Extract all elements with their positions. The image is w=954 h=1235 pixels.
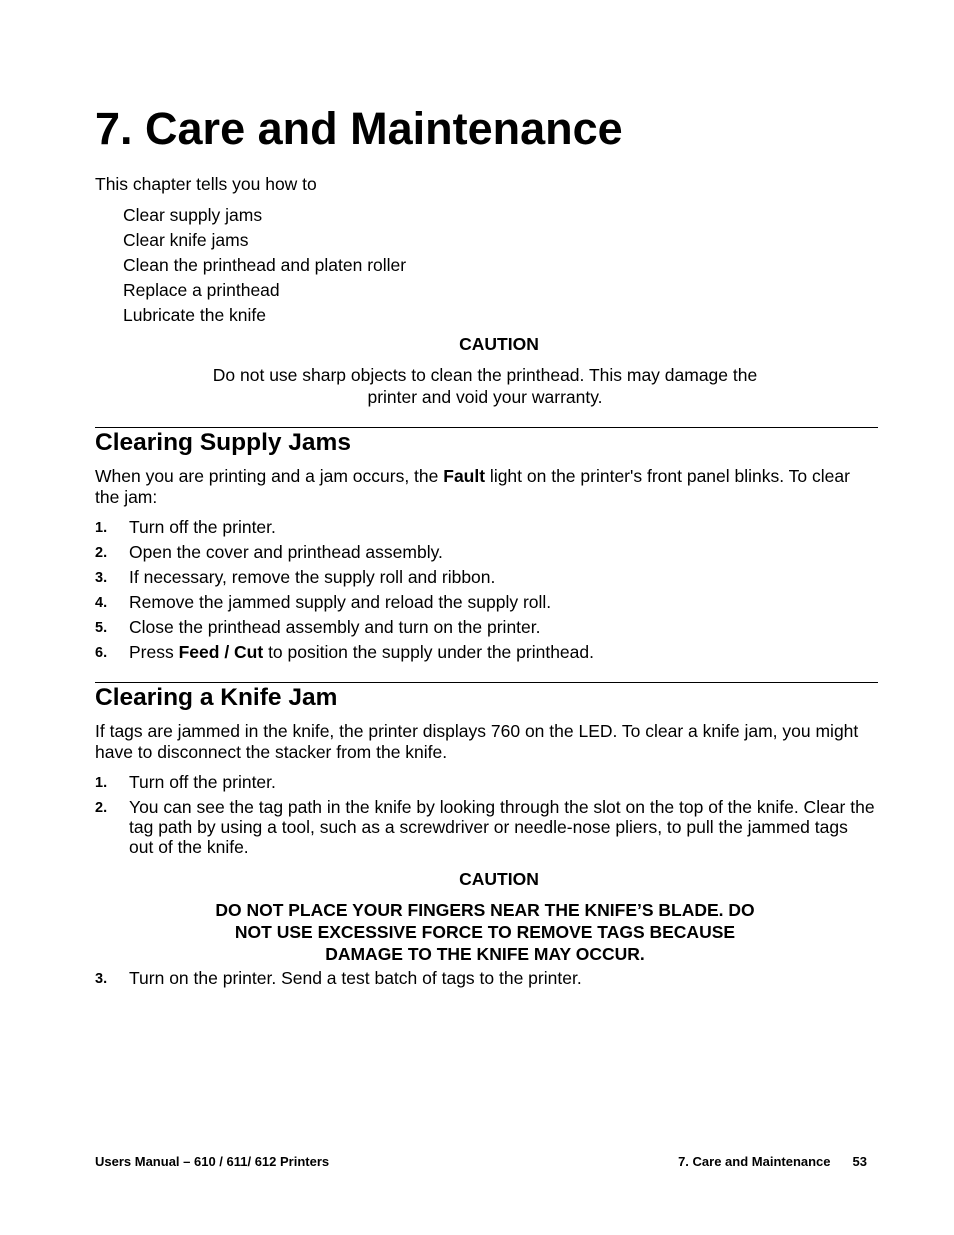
chapter-title: 7. Care and Maintenance [95,103,623,154]
supply-jams-intro: When you are printing and a jam occurs, the Fault light on the printer's front panel blinks. To clear the jam: [95,466,850,507]
supply-jams-steps [95,517,875,667]
caution-text-line: printer and void your warranty. [367,387,603,407]
footer-manual-title: Users Manual – 610 / 611/ 612 Printers [95,1154,330,1169]
list-item: 1. Turn off the printer. [95,772,276,792]
list-item: 6. Press Feed / Cut to position the supply under the printhead. [95,642,594,662]
feed-cut-term: Feed / Cut [178,642,264,662]
step-number: 4. [95,595,108,611]
list-item: 5. Close the printhead assembly and turn on the printer. [95,617,541,637]
fault-light-term: Fault [443,466,486,486]
section-title-knife-jam: Clearing a Knife Jam [95,684,338,711]
list-item: Clear supply jams [123,205,263,225]
chapter-intro: This chapter tells you how to [95,174,317,194]
step-number: 2. [95,545,108,561]
caution-text-line: DO NOT PLACE YOUR FINGERS NEAR THE KNIFE’S BLADE. DO [215,900,755,920]
caution-text-line: DAMAGE TO THE KNIFE MAY OCCUR. [325,944,645,964]
footer-chapter: 7. Care and Maintenance [678,1154,831,1169]
list-item: Lubricate the knife [123,305,267,325]
page-number: 53 [852,1154,867,1169]
footer-page-info [678,1154,867,1170]
list-item: Clean the printhead and platen roller [123,255,407,275]
step-number: 1. [95,520,108,536]
list-item: Clear knife jams [123,230,249,250]
list-item: 2. Open the cover and printhead assembly. [95,542,443,562]
list-item: 3. Turn on the printer. Send a test batch of tags to the printer. [95,968,582,988]
list-item: 2. You can see the tag path in the knife by looking through the slot on the top of the knife. Clear the tag path by using a tool, such as a screwdriver or needle-nose pliers, to pull the jammed tags out of the knife. [95,797,875,857]
step-number: 1. [95,775,108,791]
step-number: 3. [95,570,108,586]
list-item: 1. Turn off the printer. [95,517,276,537]
knife-jam-steps [95,772,875,862]
section-title-supply-jams: Clearing Supply Jams [95,429,351,456]
caution-text-line: NOT USE EXCESSIVE FORCE TO REMOVE TAGS BECAUSE [234,922,736,942]
step-number: 6. [95,645,108,661]
list-item: 4. Remove the jammed supply and reload the supply roll. [95,592,552,612]
step-number: 2. [95,800,108,816]
caution-heading: CAUTION [459,334,539,354]
caution-heading: CAUTION [459,869,539,889]
step-number: 5. [95,620,108,636]
knife-jam-steps-continued [95,968,875,993]
step-number: 3. [95,971,108,987]
list-item: 3. If necessary, remove the supply roll and ribbon. [95,567,496,587]
knife-jam-intro: If tags are jammed in the knife, the printer displays 760 on the LED. To clear a knife jam, you might have to disconnect the stacker from the knife. [95,721,859,762]
caution-text-line: Do not use sharp objects to clean the printhead. This may damage the [212,365,758,385]
chapter-topic-list [123,203,406,328]
list-item: Replace a printhead [123,280,280,300]
